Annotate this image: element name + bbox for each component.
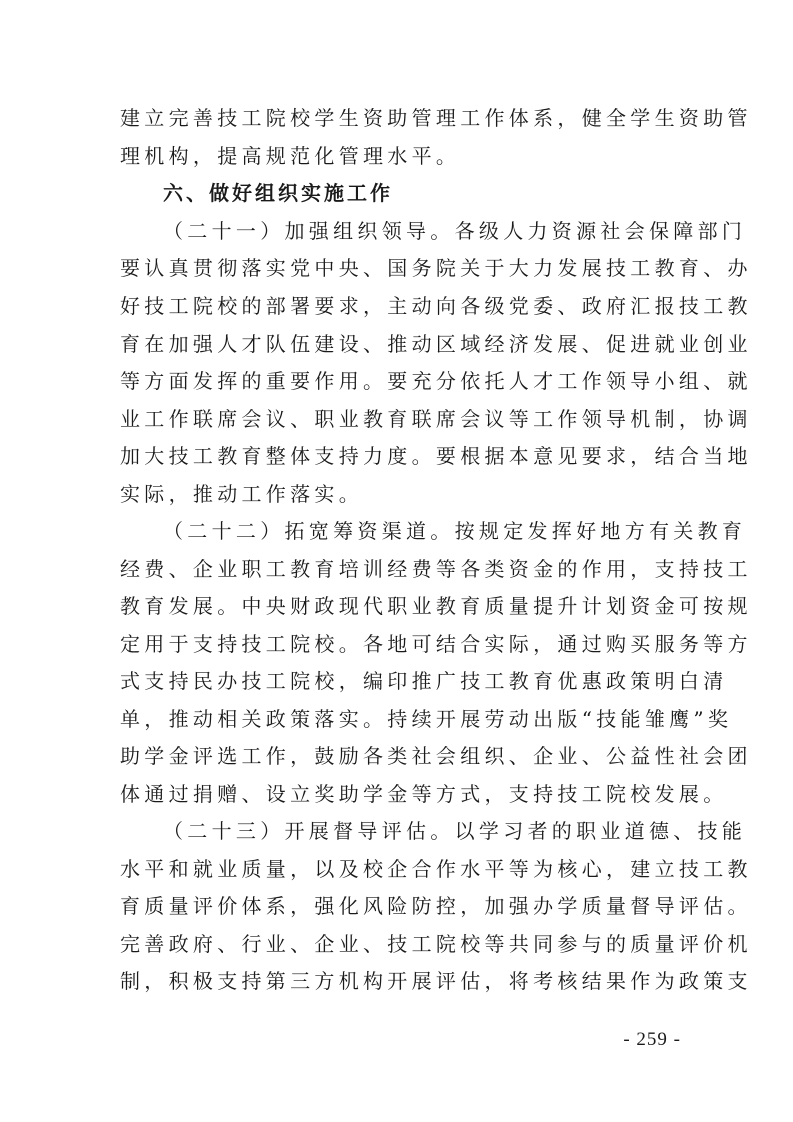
text-line: （二十三）开展督导评估。以学习者的职业道德、技能 <box>163 819 747 843</box>
text-line: 业工作联席会议、职业教育联席会议等工作领导机制，协调 <box>120 407 752 431</box>
section-heading: 六、做好组织实施工作 <box>163 181 393 205</box>
text-line: 育在加强人才队伍建设、推动区域经济发展、促进就业创业 <box>120 332 752 356</box>
text-line: 定用于支持技工院校。各地可结合实际，通过购买服务等方 <box>120 632 752 656</box>
text-line: 式支持民办技工院校，编印推广技工教育优惠政策明白清 <box>120 669 728 693</box>
text-line: 制，积极支持第三方机构开展评估，将考核结果作为政策支 <box>120 969 752 993</box>
text-line: 要认真贯彻落实党中央、国务院关于大力发展技工教育、办 <box>120 256 752 280</box>
text-line: 教育发展。中央财政现代职业教育质量提升计划资金可按规 <box>120 594 752 618</box>
text-line: 水平和就业质量，以及校企合作水平等为核心，建立技工教 <box>120 857 752 881</box>
text-line: 助学金评选工作，鼓励各类社会组织、企业、公益性社会团 <box>120 744 752 768</box>
text-line: （二十二）拓宽筹资渠道。按规定发挥好地方有关教育 <box>163 519 747 543</box>
text-line: 育质量评价体系，强化风险防控，加强办学质量督导评估。 <box>120 894 752 918</box>
text-line: 实际，推动工作落实。 <box>120 482 363 506</box>
text-line: 理机构，提高规范化管理水平。 <box>120 144 461 168</box>
text-line: 加大技工教育整体支持力度。要根据本意见要求，结合当地 <box>120 444 752 468</box>
text-line: 体通过捐赠、设立奖助学金等方式，支持技工院校发展。 <box>120 782 728 806</box>
text-line: 好技工院校的部署要求，主动向各级党委、政府汇报技工教 <box>120 294 752 318</box>
text-line: 等方面发挥的重要作用。要充分依托人才工作领导小组、就 <box>120 369 752 393</box>
text-line: 完善政府、行业、企业、技工院校等共同参与的质量评价机 <box>120 932 752 956</box>
text-line: 建立完善技工院校学生资助管理工作体系，健全学生资助管 <box>120 106 752 130</box>
text-line: 经费、企业职工教育培训经费等各类资金的作用，支持技工 <box>120 557 752 581</box>
text-line: 单，推动相关政策落实。持续开展劳动出版“技能雏鹰”奖 <box>120 707 733 731</box>
text-line: （二十一）加强组织领导。各级人力资源社会保障部门 <box>163 219 747 243</box>
page-number: - 259 - <box>623 1029 681 1050</box>
